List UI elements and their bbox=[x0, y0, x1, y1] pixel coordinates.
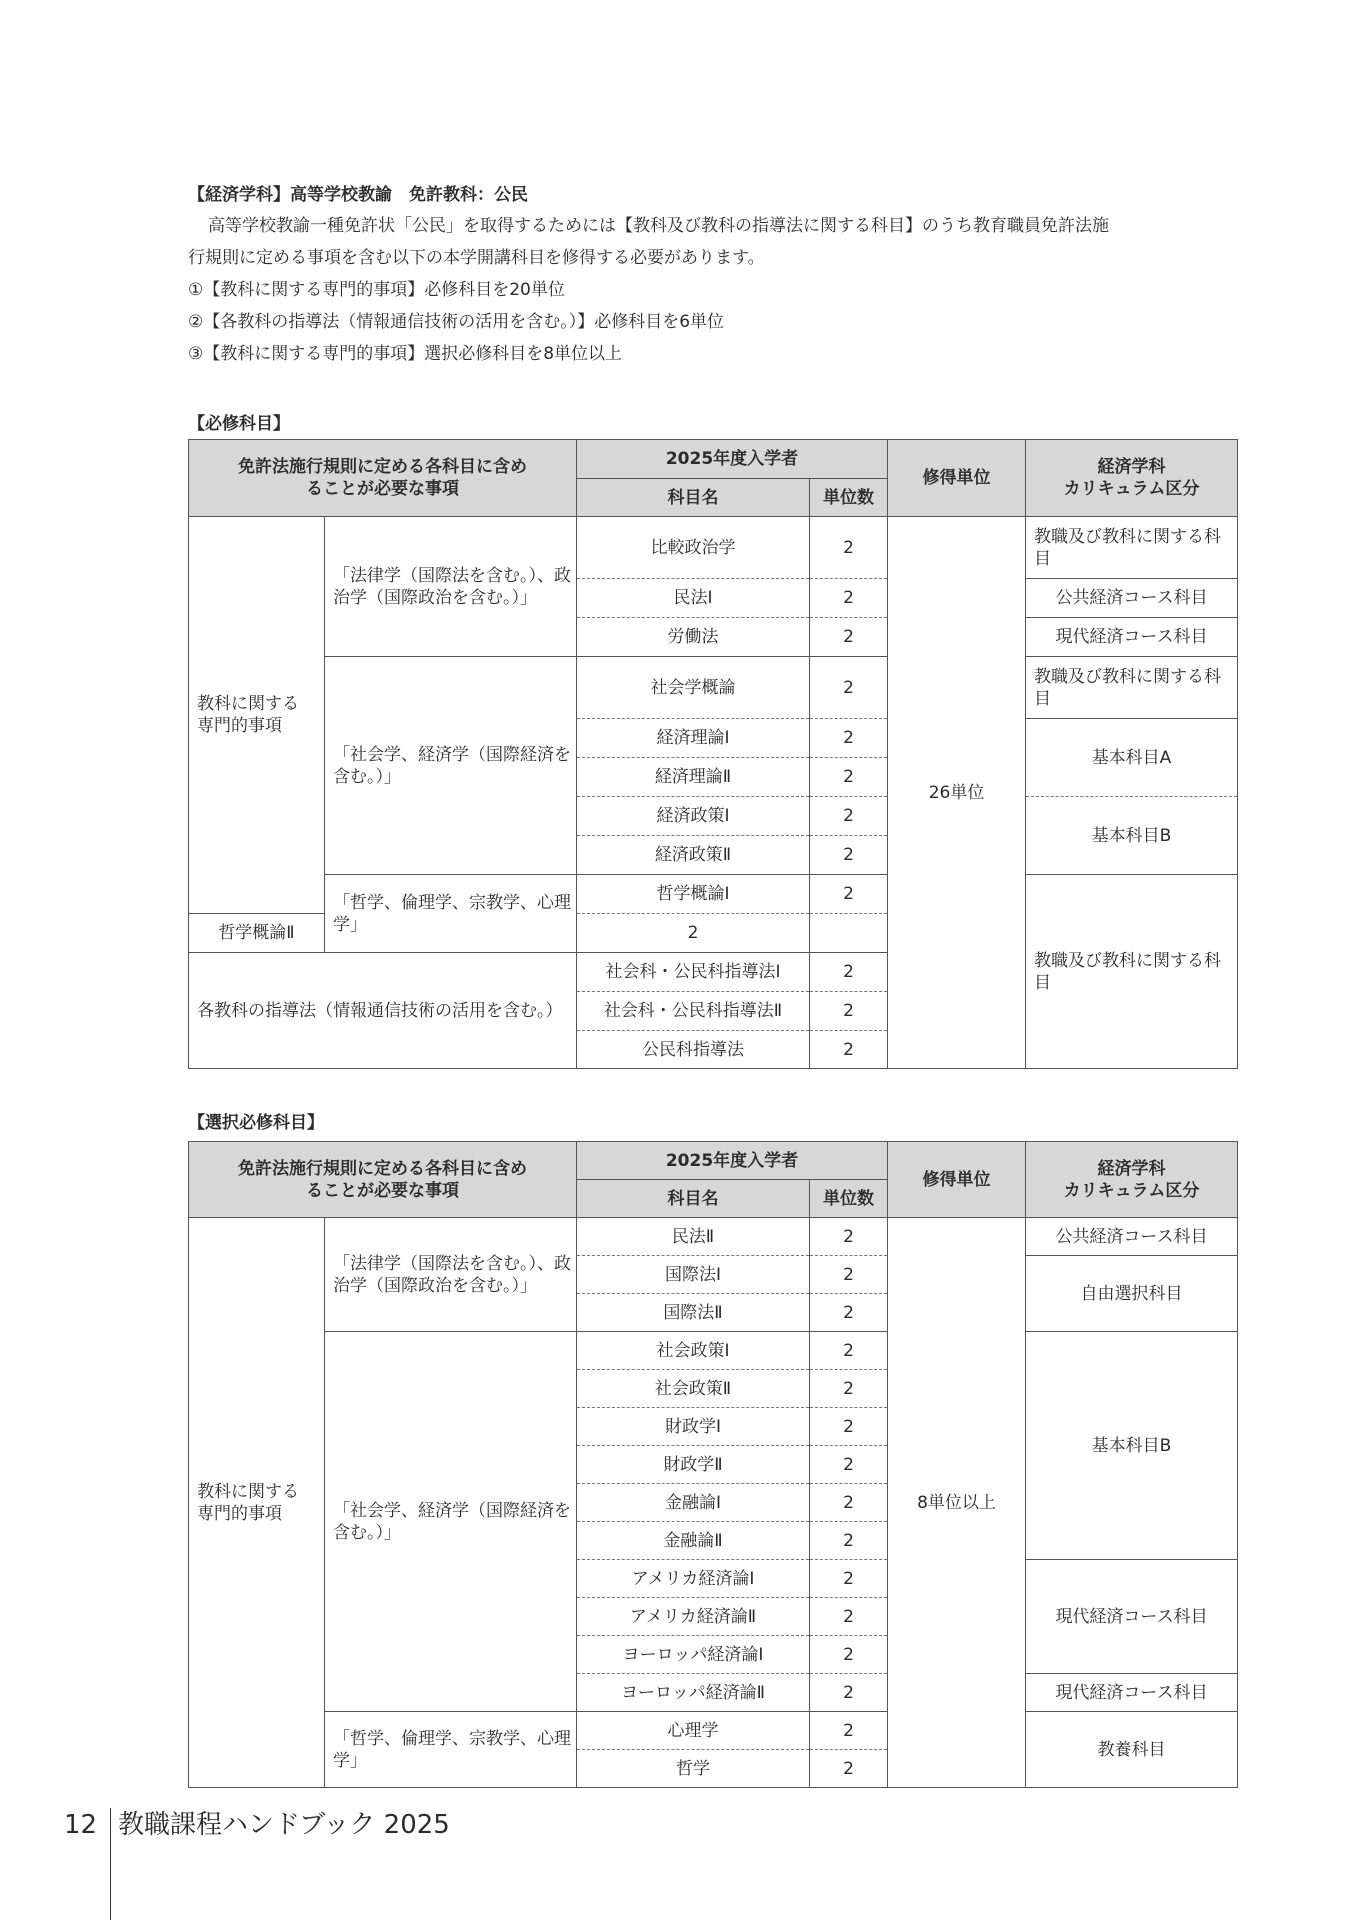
subject-cell: 心理学 bbox=[577, 1712, 810, 1750]
group-philosophy: 「哲学、倫理学、宗教学、心理学」 bbox=[325, 1712, 577, 1788]
units-cell: 2 bbox=[810, 657, 888, 719]
required-subjects-table bbox=[188, 439, 1238, 1069]
subject-cell: 比較政治学 bbox=[577, 517, 810, 579]
curriculum-cell: 公共経済コース科目 bbox=[1026, 1218, 1238, 1256]
group-sociology-economics: 「社会学、経済学（国際経済を含む。）」 bbox=[325, 657, 577, 875]
header-cohort: 2025年度入学者 bbox=[577, 1142, 888, 1180]
units-cell: 2 bbox=[810, 1294, 888, 1332]
requirement-item-2: ②【各教科の指導法（情報通信技術の活用を含む。）】必修科目を6単位 bbox=[188, 312, 725, 332]
subject-cell: 社会科・公民科指導法Ⅰ bbox=[577, 953, 810, 992]
group-philosophy: 「哲学、倫理学、宗教学、心理学」 bbox=[325, 875, 577, 953]
curriculum-cell: 公共経済コース科目 bbox=[1026, 579, 1238, 618]
subject-cell: ヨーロッパ経済論Ⅱ bbox=[577, 1674, 810, 1712]
subject-cell: 国際法Ⅰ bbox=[577, 1256, 810, 1294]
earned-units-total: 8単位以上 bbox=[888, 1218, 1026, 1788]
subject-cell: 社会科・公民科指導法Ⅱ bbox=[577, 992, 810, 1031]
subject-cell: 経済理論Ⅱ bbox=[577, 758, 810, 797]
subject-cell: 経済政策Ⅰ bbox=[577, 797, 810, 836]
subject-cell: 経済政策Ⅱ bbox=[577, 836, 810, 875]
section-heading: 【経済学科】高等学校教諭 免許教科：公民 bbox=[188, 185, 528, 205]
group-law-politics: 「法律学（国際法を含む。）、政治学（国際政治を含む。）」 bbox=[325, 517, 577, 657]
subject-cell: ヨーロッパ経済論Ⅰ bbox=[577, 1636, 810, 1674]
curriculum-cell: 自由選択科目 bbox=[1026, 1256, 1238, 1332]
curriculum-cell: 基本科目B bbox=[1026, 797, 1238, 875]
subject-cell: 財政学Ⅰ bbox=[577, 1408, 810, 1446]
units-cell: 2 bbox=[810, 1522, 888, 1560]
units-cell: 2 bbox=[810, 1031, 888, 1069]
curriculum-cell: 教職及び教科に関する科目 bbox=[1026, 875, 1238, 1069]
intro-section bbox=[188, 180, 1248, 370]
requirement-item-3: ③【教科に関する専門的事項】選択必修科目を8単位以上 bbox=[188, 344, 623, 364]
subject-cell: 社会政策Ⅰ bbox=[577, 1332, 810, 1370]
subject-cell: 民法Ⅱ bbox=[577, 1218, 810, 1256]
units-cell: 2 bbox=[810, 579, 888, 618]
intro-paragraph-line2: 行規則に定める事項を含む以下の本学開講科目を修得する必要があります。 bbox=[188, 248, 765, 268]
header-units: 単位数 bbox=[810, 479, 888, 517]
units-cell: 2 bbox=[810, 992, 888, 1031]
elective-subjects-table bbox=[188, 1141, 1238, 1788]
units-cell: 2 bbox=[810, 719, 888, 758]
elective-table-title: 【選択必修科目】 bbox=[188, 1113, 324, 1133]
header-subject-name: 科目名 bbox=[577, 1180, 810, 1218]
subject-cell: 民法Ⅰ bbox=[577, 579, 810, 618]
subject-cell: 国際法Ⅱ bbox=[577, 1294, 810, 1332]
curriculum-cell: 現代経済コース科目 bbox=[1026, 1560, 1238, 1674]
units-cell: 2 bbox=[810, 797, 888, 836]
units-cell: 2 bbox=[810, 1332, 888, 1370]
units-cell: 2 bbox=[810, 836, 888, 875]
intro-paragraph-line1: 高等学校教諭一種免許状「公民」を取得するためには【教科及び教科の指導法に関する科目】のうち教育職員免許法施 bbox=[208, 216, 1109, 236]
subject-cell: アメリカ経済論Ⅱ bbox=[577, 1598, 810, 1636]
units-cell: 2 bbox=[810, 1256, 888, 1294]
subject-cell: 社会政策Ⅱ bbox=[577, 1370, 810, 1408]
footer-divider bbox=[110, 1808, 111, 1920]
units-cell: 2 bbox=[810, 1446, 888, 1484]
category-specialty: 教科に関する 専門的事項 bbox=[189, 1218, 325, 1788]
units-cell: 2 bbox=[810, 1408, 888, 1446]
curriculum-cell: 現代経済コース科目 bbox=[1026, 1674, 1238, 1712]
curriculum-cell: 教職及び教科に関する科目 bbox=[1026, 517, 1238, 579]
curriculum-cell: 教職及び教科に関する科目 bbox=[1026, 657, 1238, 719]
header-units: 単位数 bbox=[810, 1180, 888, 1218]
units-cell: 2 bbox=[810, 1712, 888, 1750]
units-cell: 2 bbox=[810, 618, 888, 657]
handbook-title: 教職課程ハンドブック 2025 bbox=[118, 1810, 450, 1840]
header-earned-units: 修得単位 bbox=[888, 1142, 1026, 1218]
subject-cell: 哲学 bbox=[577, 1750, 810, 1788]
subject-cell: 哲学概論Ⅱ bbox=[189, 914, 325, 953]
units-cell: 2 bbox=[810, 1750, 888, 1788]
header-subject-name: 科目名 bbox=[577, 479, 810, 517]
header-curriculum: 経済学科 カリキュラム区分 bbox=[1026, 1142, 1238, 1218]
curriculum-cell: 現代経済コース科目 bbox=[1026, 618, 1238, 657]
curriculum-cell: 教養科目 bbox=[1026, 1712, 1238, 1788]
units-cell: 2 bbox=[810, 1218, 888, 1256]
units-cell: 2 bbox=[810, 875, 888, 914]
subject-cell: 金融論Ⅱ bbox=[577, 1522, 810, 1560]
earned-units-total: 26単位 bbox=[888, 517, 1026, 1069]
units-cell: 2 bbox=[810, 953, 888, 992]
subject-cell: 哲学概論Ⅰ bbox=[577, 875, 810, 914]
units-cell: 2 bbox=[810, 758, 888, 797]
subject-cell: 労働法 bbox=[577, 618, 810, 657]
units-cell: 2 bbox=[810, 1370, 888, 1408]
units-cell: 2 bbox=[810, 1598, 888, 1636]
group-sociology-economics: 「社会学、経済学（国際経済を含む。）」 bbox=[325, 1332, 577, 1712]
units-cell: 2 bbox=[810, 1674, 888, 1712]
units-cell: 2 bbox=[810, 1560, 888, 1598]
units-cell: 2 bbox=[810, 517, 888, 579]
units-cell: 2 bbox=[810, 1484, 888, 1522]
subject-cell: アメリカ経済論Ⅰ bbox=[577, 1560, 810, 1598]
header-earned-units: 修得単位 bbox=[888, 440, 1026, 517]
header-law-items: 免許法施行規則に定める各科目に含めることが必要な事項 bbox=[189, 440, 577, 517]
units-cell: 2 bbox=[810, 1636, 888, 1674]
units-cell: 2 bbox=[577, 914, 810, 953]
curriculum-cell: 基本科目A bbox=[1026, 719, 1238, 797]
page-number: 12 bbox=[64, 1810, 98, 1840]
header-cohort: 2025年度入学者 bbox=[577, 440, 888, 479]
required-table-title: 【必修科目】 bbox=[188, 414, 290, 434]
group-law-politics: 「法律学（国際法を含む。）、政治学（国際政治を含む。）」 bbox=[325, 1218, 577, 1332]
header-curriculum: 経済学科 カリキュラム区分 bbox=[1026, 440, 1238, 517]
subject-cell: 金融論Ⅰ bbox=[577, 1484, 810, 1522]
subject-cell: 社会学概論 bbox=[577, 657, 810, 719]
subject-cell: 経済理論Ⅰ bbox=[577, 719, 810, 758]
curriculum-cell: 基本科目B bbox=[1026, 1332, 1238, 1560]
header-law-items: 免許法施行規則に定める各科目に含めることが必要な事項 bbox=[189, 1142, 577, 1218]
requirement-item-1: ①【教科に関する専門的事項】必修科目を20単位 bbox=[188, 280, 565, 300]
category-teaching-method: 各教科の指導法（情報通信技術の活用を含む。） bbox=[189, 953, 577, 1069]
category-specialty: 教科に関する 専門的事項 bbox=[189, 517, 325, 914]
subject-cell: 財政学Ⅱ bbox=[577, 1446, 810, 1484]
subject-cell: 公民科指導法 bbox=[577, 1031, 810, 1069]
